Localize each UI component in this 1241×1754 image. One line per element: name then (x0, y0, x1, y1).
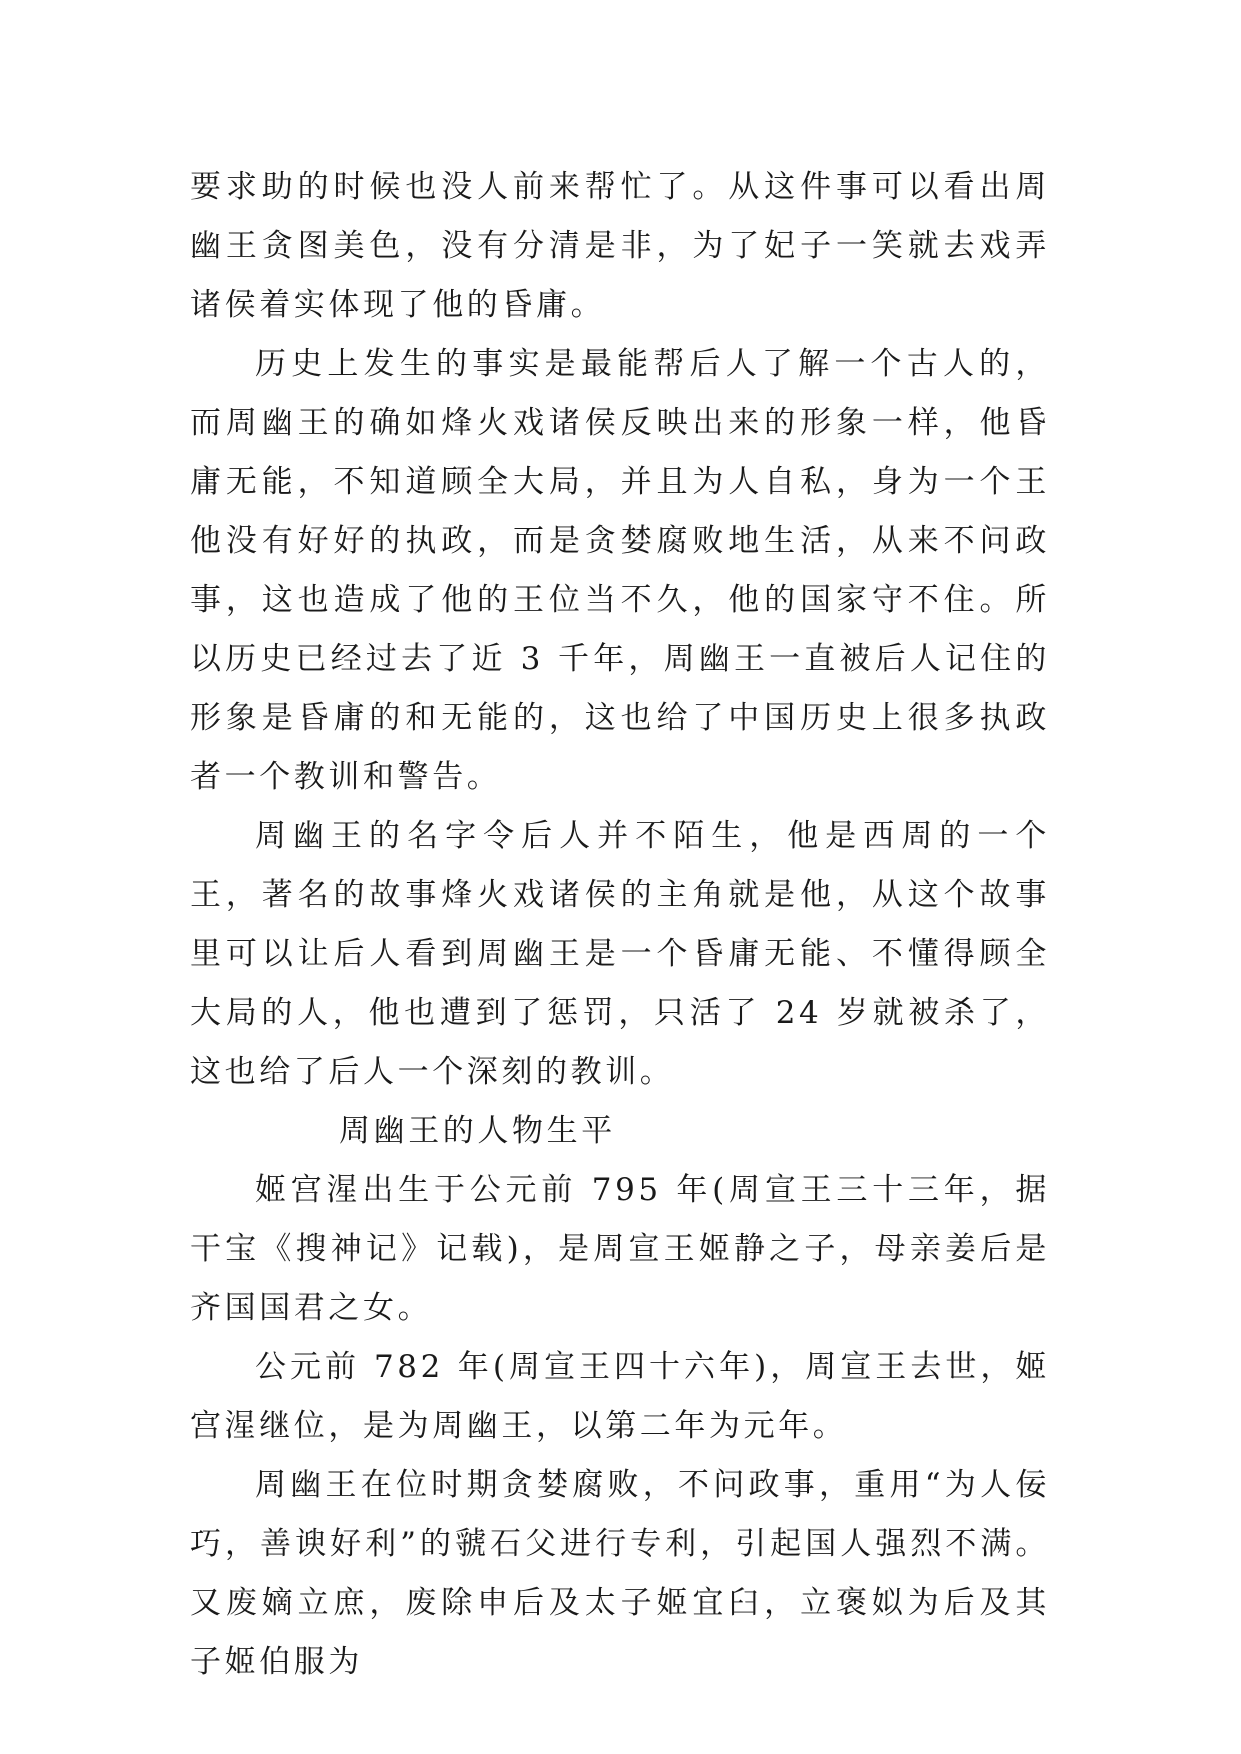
paragraph-history-assessment: 历史上发生的事实是最能帮后人了解一个古人的，而周幽王的确如烽火戏诸侯反映出来的形象一样，他昏庸无能，不知道顾全大局，并且为人自私，身为一个王他没有好好的执政，而是贪婪腐败地生活，从来不问政事，这也造成了他的王位当不久，他的国家守不住。所以历史已经过去了近 3 千年，周幽王一直被后人记住的形象是昏庸的和无能的，这也给了中国历史上很多执政者一个教训和警告。 (190, 346, 1050, 795)
paragraph-summary: 周幽王的名字令后人并不陌生，他是西周的一个王，著名的故事烽火戏诸侯的主角就是他，从这个故事里可以让后人看到周幽王是一个昏庸无能、不懂得顾全大局的人，他也遭到了惩罚，只活了 24 岁就被杀了，这也给了后人一个深刻的教训。 (190, 818, 1050, 1090)
paragraph-birth: 姬宫湦出生于公元前 795 年(周宣王三十三年，据干宝《搜神记》记载)，是周宣王姬静之子，母亲姜后是齐国国君之女。 (190, 1172, 1050, 1326)
section-heading: 周幽王的人物生平 (339, 1113, 616, 1149)
document-body (190, 158, 1050, 1692)
paragraph-continuation: 要求助的时候也没人前来帮忙了。从这件事可以看出周幽王贪图美色，没有分清是非，为了妃子一笑就去戏弄诸侯着实体现了他的昏庸。 (190, 169, 1050, 323)
paragraph-accession: 公元前 782 年(周宣王四十六年)，周宣王去世，姬宫湦继位，是为周幽王，以第二年为元年。 (190, 1349, 1050, 1444)
paragraph-reign: 周幽王在位时期贪婪腐败，不问政事，重用“为人佞巧，善谀好利”的虢石父进行专利，引起国人强烈不满。又废嫡立庶，废除申后及太子姬宜臼，立褒姒为后及其子姬伯服为 (190, 1467, 1050, 1680)
